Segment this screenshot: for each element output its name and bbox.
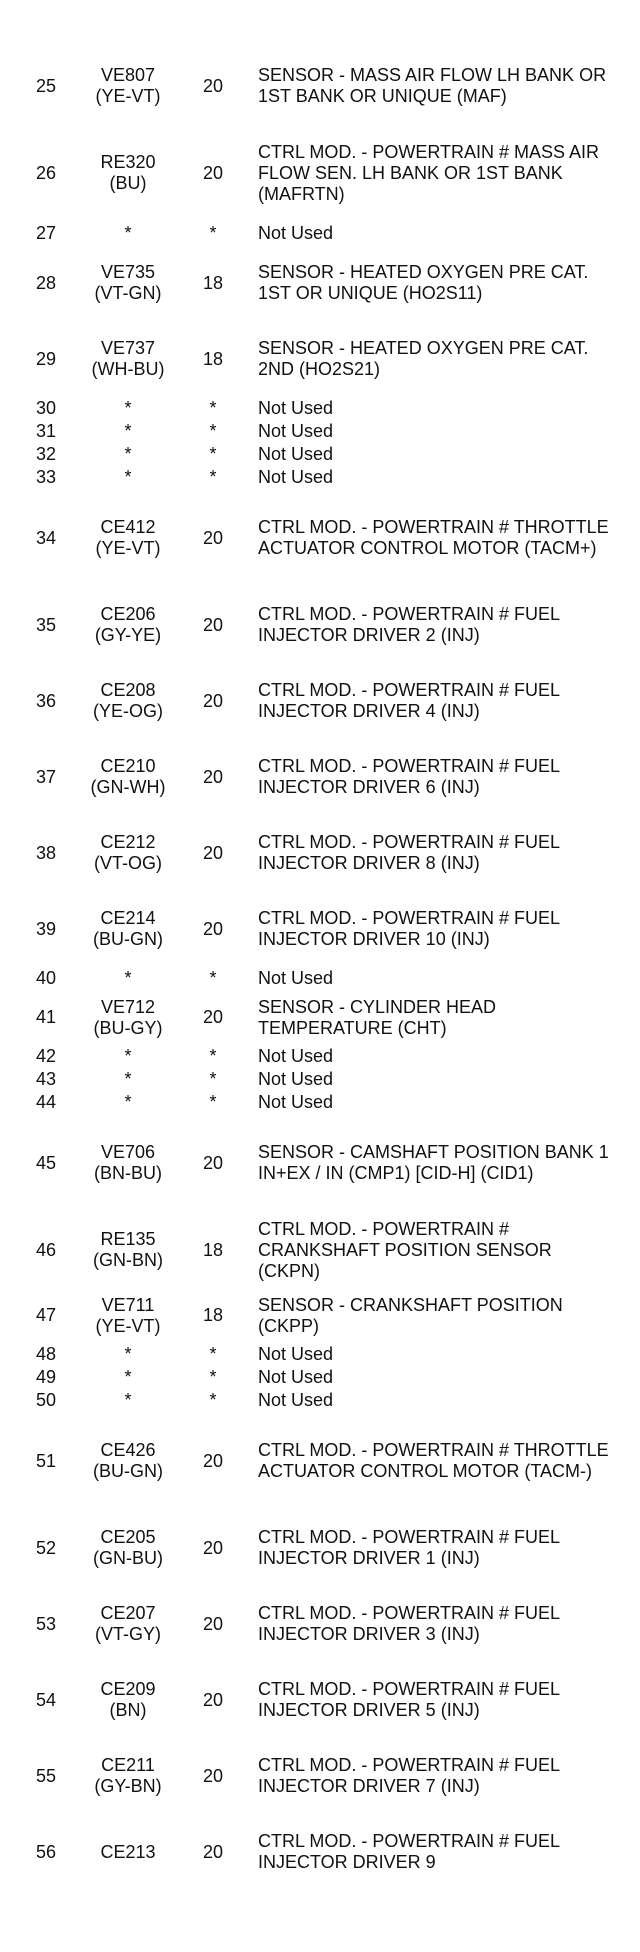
circuit-cell	[68, 663, 188, 739]
wire-gauge: 20	[202, 1689, 224, 1710]
wire-color: (YE-VT)	[95, 538, 161, 558]
wire-color: (VT-GY)	[95, 1624, 161, 1644]
pin-number: 32	[35, 444, 57, 464]
circuit-code: *	[124, 421, 132, 441]
circuit-code: *	[124, 444, 132, 464]
circuit-function: CTRL MOD. - POWERTRAIN # THROTTLE ACTUATOR CONTROL MOTOR (TACM-)	[258, 1440, 609, 1481]
circuit-code: VE737	[100, 338, 156, 358]
table-row	[24, 397, 614, 420]
wire-gauge: 20	[202, 162, 224, 183]
circuit-cell	[68, 1586, 188, 1662]
pin-number: 55	[35, 1765, 57, 1786]
circuit-code: RE135	[100, 1229, 156, 1249]
circuit-cell	[68, 489, 188, 587]
circuit-function: CTRL MOD. - POWERTRAIN # FUEL INJECTOR DRIVER 5 (INJ)	[258, 1679, 560, 1720]
wire-gauge: 18	[202, 1305, 224, 1325]
pin-number: 27	[35, 223, 57, 243]
circuit-cell	[68, 1510, 188, 1586]
table-row	[24, 1738, 614, 1814]
wire-gauge: 20	[202, 1841, 224, 1862]
pin-number: 54	[35, 1689, 57, 1710]
pin-number: 34	[35, 527, 57, 548]
circuit-function: CTRL MOD. - POWERTRAIN # MASS AIR FLOW SEN. LH BANK OR 1ST BANK (MAFRTN)	[258, 141, 600, 204]
circuit-cell	[68, 990, 188, 1045]
pin-number: 56	[35, 1841, 57, 1862]
table-row	[24, 1343, 614, 1366]
wire-gauge: *	[209, 1344, 217, 1364]
wire-gauge: 20	[202, 1765, 224, 1786]
pin-number: 42	[35, 1046, 57, 1066]
table-row	[24, 1212, 614, 1288]
table-row	[24, 48, 614, 124]
wire-color: (YE-VT)	[95, 1315, 161, 1336]
circuit-cell	[68, 222, 188, 245]
pin-number: 40	[35, 968, 57, 988]
circuit-cell	[68, 1068, 188, 1091]
circuit-code: *	[124, 1046, 132, 1066]
table-row	[24, 222, 614, 245]
table-row	[24, 1366, 614, 1389]
circuit-function: Not Used	[258, 467, 334, 487]
pin-number: 35	[35, 614, 57, 635]
circuit-function: SENSOR - CAMSHAFT POSITION BANK 1 IN+EX / IN (CMP1) [CID-H] (CID1)	[258, 1142, 609, 1183]
circuit-code: CE206	[100, 604, 156, 624]
circuit-function: CTRL MOD. - POWERTRAIN # FUEL INJECTOR DRIVER 7 (INJ)	[258, 1755, 560, 1796]
circuit-code: *	[124, 1390, 132, 1410]
pin-number: 49	[35, 1367, 57, 1387]
circuit-cell	[68, 1343, 188, 1366]
table-row	[24, 124, 614, 222]
pin-number: 48	[35, 1344, 57, 1364]
wire-color: (GN-BU)	[93, 1548, 163, 1568]
circuit-function: Not Used	[258, 223, 334, 243]
wire-gauge: 20	[202, 842, 224, 863]
circuit-function: CTRL MOD. - POWERTRAIN # FUEL INJECTOR DRIVER 8 (INJ)	[258, 832, 560, 873]
circuit-function: CTRL MOD. - POWERTRAIN # FUEL INJECTOR DRIVER 4 (INJ)	[258, 680, 560, 721]
circuit-cell	[68, 967, 188, 990]
table-row	[24, 1510, 614, 1586]
wire-gauge: *	[209, 223, 217, 243]
wire-gauge: 20	[202, 1152, 224, 1173]
wire-color: (WH-BU)	[91, 359, 165, 379]
pin-number: 36	[35, 690, 57, 711]
circuit-function: CTRL MOD. - POWERTRAIN # FUEL INJECTOR DRIVER 9	[258, 1831, 560, 1872]
wire-gauge: 20	[202, 918, 224, 939]
circuit-cell	[68, 443, 188, 466]
circuit-code: *	[124, 1069, 132, 1089]
circuit-code: CE211	[101, 1755, 155, 1775]
wire-gauge: *	[209, 421, 217, 441]
wire-color: (BN-BU)	[94, 1163, 162, 1183]
circuit-code: *	[124, 1344, 132, 1364]
circuit-code: *	[124, 968, 132, 988]
circuit-function: CTRL MOD. - POWERTRAIN # FUEL INJECTOR DRIVER 3 (INJ)	[258, 1603, 560, 1644]
pin-number: 46	[35, 1239, 57, 1260]
circuit-function: Not Used	[258, 1046, 334, 1066]
wire-color: (BN)	[109, 1700, 147, 1720]
wire-color: (BU-GN)	[93, 929, 163, 949]
wire-gauge: 20	[202, 527, 224, 548]
circuit-function: CTRL MOD. - POWERTRAIN # FUEL INJECTOR DRIVER 2 (INJ)	[258, 604, 560, 645]
wire-gauge: 18	[202, 272, 224, 293]
circuit-code: CE214	[100, 908, 156, 928]
wire-color: (YE-OG)	[93, 701, 163, 721]
pin-number: 47	[35, 1305, 57, 1325]
table-row	[24, 1662, 614, 1738]
pin-number: 37	[35, 766, 57, 787]
wire-gauge: *	[209, 968, 217, 988]
pin-number: 30	[35, 398, 57, 418]
circuit-function: CTRL MOD. - POWERTRAIN # THROTTLE ACTUATOR CONTROL MOTOR (TACM+)	[258, 517, 609, 558]
table-row	[24, 1091, 614, 1114]
circuit-cell	[68, 1114, 188, 1212]
table-row	[24, 245, 614, 321]
wire-color: (BU-GY)	[93, 1017, 163, 1038]
circuit-code: CE412	[100, 517, 156, 537]
table-row	[24, 891, 614, 967]
table-row	[24, 587, 614, 663]
pin-number: 43	[35, 1069, 57, 1089]
wire-gauge: *	[209, 1092, 217, 1112]
pin-number: 38	[35, 842, 57, 863]
wire-color: (GY-BN)	[94, 1776, 162, 1796]
circuit-function: Not Used	[258, 444, 334, 464]
circuit-cell	[68, 1389, 188, 1412]
wire-gauge: *	[209, 1367, 217, 1387]
pin-number: 29	[35, 348, 57, 369]
circuit-function: SENSOR - CYLINDER HEAD TEMPERATURE (CHT)	[258, 996, 497, 1038]
circuit-function: CTRL MOD. - POWERTRAIN # FUEL INJECTOR DRIVER 10 (INJ)	[258, 908, 560, 949]
table-row	[24, 1068, 614, 1091]
circuit-cell	[68, 1045, 188, 1068]
circuit-code: VE807	[100, 65, 156, 85]
circuit-code: CE208	[100, 680, 156, 700]
circuit-function: CTRL MOD. - POWERTRAIN # CRANKSHAFT POSITION SENSOR (CKPN)	[258, 1218, 552, 1281]
wire-color: (GN-BN)	[93, 1250, 163, 1270]
wire-gauge: *	[209, 444, 217, 464]
wire-gauge: *	[209, 1069, 217, 1089]
circuit-cell	[68, 1738, 188, 1814]
circuit-function: Not Used	[258, 1367, 334, 1387]
circuit-function: Not Used	[258, 1390, 334, 1410]
table-row	[24, 1389, 614, 1412]
circuit-function: SENSOR - HEATED OXYGEN PRE CAT. 1ST OR UNIQUE (HO2S11)	[258, 262, 589, 303]
wire-color: (GN-WH)	[90, 777, 166, 797]
circuit-code: CE210	[100, 756, 156, 776]
pin-number: 44	[35, 1092, 57, 1112]
circuit-cell	[68, 1662, 188, 1738]
wire-gauge: *	[209, 467, 217, 487]
wire-color: (BU-GN)	[93, 1461, 163, 1481]
circuit-function: Not Used	[258, 1344, 334, 1364]
circuit-code: *	[124, 1092, 132, 1112]
pin-number: 41	[35, 1007, 57, 1027]
circuit-code: *	[124, 467, 132, 487]
circuit-cell	[68, 891, 188, 967]
wire-gauge: *	[209, 1390, 217, 1410]
circuit-cell	[68, 1288, 188, 1343]
pin-number: 53	[35, 1613, 57, 1634]
table-row	[24, 739, 614, 815]
wire-gauge: 20	[202, 614, 224, 635]
table-row	[24, 1288, 614, 1343]
table-row	[24, 420, 614, 443]
circuit-cell	[68, 739, 188, 815]
wire-gauge: 20	[202, 1613, 224, 1634]
pin-number: 51	[35, 1450, 57, 1471]
wire-gauge: 18	[202, 348, 224, 369]
table-row	[24, 489, 614, 587]
wire-color: (GY-YE)	[94, 625, 162, 645]
circuit-cell	[68, 587, 188, 663]
wire-gauge: 18	[202, 1239, 224, 1260]
table-row	[24, 1045, 614, 1068]
wire-gauge: *	[209, 398, 217, 418]
wire-gauge: 20	[202, 690, 224, 711]
wire-color: (YE-VT)	[95, 86, 161, 106]
circuit-code: CE212	[100, 832, 156, 852]
circuit-cell	[68, 124, 188, 222]
circuit-function: Not Used	[258, 398, 334, 418]
circuit-code: VE712	[100, 996, 156, 1017]
circuit-function: Not Used	[258, 1069, 334, 1089]
circuit-cell	[68, 466, 188, 489]
wire-gauge: 20	[202, 1007, 224, 1027]
circuit-function: SENSOR - CRANKSHAFT POSITION (CKPP)	[258, 1294, 563, 1336]
circuit-code: RE320	[100, 152, 156, 172]
pin-number: 39	[35, 918, 57, 939]
pin-number: 45	[35, 1152, 57, 1173]
circuit-cell	[68, 48, 188, 124]
circuit-code: CE207	[100, 1603, 156, 1623]
table-row	[24, 990, 614, 1045]
pin-number: 26	[35, 162, 57, 183]
pin-number: 25	[35, 75, 57, 96]
circuit-function: Not Used	[258, 968, 334, 988]
pin-number: 33	[35, 467, 57, 487]
circuit-cell	[68, 1366, 188, 1389]
pin-number: 31	[35, 421, 57, 441]
circuit-code: VE706	[100, 1142, 156, 1162]
table-row	[24, 321, 614, 397]
pin-number: 28	[35, 272, 57, 293]
table-row	[24, 1114, 614, 1212]
circuit-cell	[68, 815, 188, 891]
circuit-cell	[68, 1091, 188, 1114]
circuit-function: SENSOR - HEATED OXYGEN PRE CAT. 2ND (HO2S21)	[258, 338, 589, 379]
wire-gauge: 20	[202, 1537, 224, 1558]
circuit-cell	[68, 397, 188, 420]
table-row	[24, 815, 614, 891]
wire-color: (VT-GN)	[94, 283, 162, 303]
circuit-cell	[68, 420, 188, 443]
circuit-function: Not Used	[258, 421, 334, 441]
circuit-code: CE213	[100, 1841, 156, 1862]
wire-gauge: *	[209, 1046, 217, 1066]
wire-gauge: 20	[202, 1450, 224, 1471]
wire-gauge: 20	[202, 766, 224, 787]
circuit-code: *	[124, 223, 132, 243]
circuit-function: CTRL MOD. - POWERTRAIN # FUEL INJECTOR DRIVER 6 (INJ)	[258, 756, 560, 797]
circuit-code: *	[124, 398, 132, 418]
circuit-cell	[68, 1212, 188, 1288]
circuit-function: SENSOR - MASS AIR FLOW LH BANK OR 1ST BANK OR UNIQUE (MAF)	[258, 65, 607, 106]
circuit-code: CE205	[100, 1527, 156, 1547]
circuit-cell	[68, 1412, 188, 1510]
table-row	[24, 443, 614, 466]
pin-number: 52	[35, 1537, 57, 1558]
pinout-table-body	[24, 48, 614, 1890]
table-row	[24, 1412, 614, 1510]
circuit-code: CE209	[100, 1679, 156, 1699]
wire-color: (BU)	[109, 173, 147, 193]
table-row	[24, 466, 614, 489]
wire-color: (VT-OG)	[94, 853, 162, 873]
wire-gauge: 20	[202, 75, 224, 96]
pin-number: 50	[35, 1390, 57, 1410]
circuit-code: VE735	[100, 262, 156, 282]
circuit-cell	[68, 1814, 188, 1890]
table-row	[24, 1586, 614, 1662]
table-row	[24, 663, 614, 739]
circuit-code: CE426	[100, 1440, 156, 1460]
circuit-code: *	[124, 1367, 132, 1387]
circuit-code: VE711	[101, 1294, 155, 1315]
circuit-function: Not Used	[258, 1092, 334, 1112]
circuit-cell	[68, 321, 188, 397]
table-row	[24, 967, 614, 990]
connector-pinout-table	[24, 48, 614, 1890]
table-row	[24, 1814, 614, 1890]
circuit-function: CTRL MOD. - POWERTRAIN # FUEL INJECTOR DRIVER 1 (INJ)	[258, 1527, 560, 1568]
circuit-cell	[68, 245, 188, 321]
